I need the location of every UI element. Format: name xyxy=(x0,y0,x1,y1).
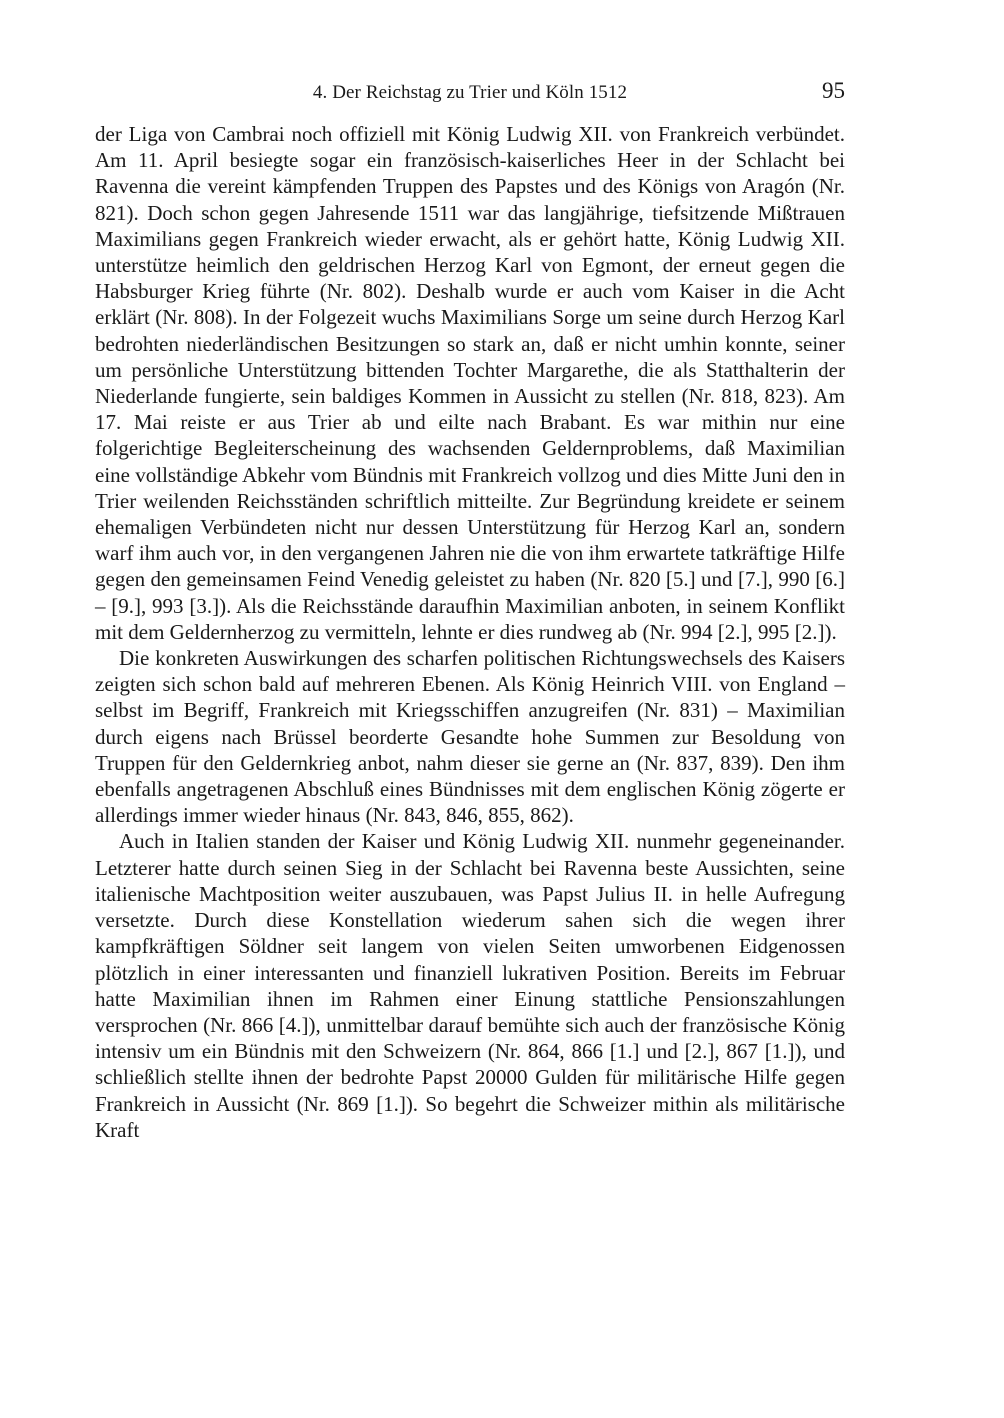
paragraph-1: der Liga von Cambrai noch offiziell mit König Ludwig XII. von Frankreich verbündet. Am 11. April besiegte sogar ein französisch-kaiserliches Heer in der Schlacht bei Ravenna die vereint kämpfenden Truppen des Papstes und des Königs von Aragón (Nr. 821). Doch schon gegen Jahresende 1511 war das langjährige, tiefsitzende Mißtrauen Maximilians gegen Frankreich wieder erwacht, als er gehört hatte, König Ludwig XII. unterstütze heimlich den geldrischen Herzog Karl von Egmont, der erneut gegen die Habsburger Krieg führte (Nr. 802). Deshalb wurde er auch vom Kaiser in die Acht erklärt (Nr. 808). In der Folgezeit wuchs Maximilians Sorge um seine durch Herzog Karl bedrohten niederländischen Besitzungen so stark an, daß er nicht umhin konnte, seiner um persönliche Unterstützung bittenden Tochter Margarethe, die als Statthalterin der Niederlande fungierte, sein baldiges Kommen in Aussicht zu stellen (Nr. 818, 823). Am 17. Mai reiste er aus Trier ab und eilte nach Brabant. Es war mithin nur eine folgerichtige Begleiterscheinung des wachsenden Geldernproblems, daß Maximilian eine vollständige Abkehr vom Bündnis mit Frankreich vollzog und dies Mitte Juni den in Trier weilenden Reichsständen schriftlich mitteilte. Zur Begründung kreidete er seinem ehemaligen Verbündeten nicht nur dessen Unterstützung für Herzog Karl an, sondern warf ihm auch vor, in den vergangenen Jahren nie die von ihm erwartete tatkräftige Hilfe gegen den gemeinsamen Feind Venedig geleistet zu haben (Nr. 820 [5.] und [7.], 990 [6.] – [9.], 993 [3.]). Als die Reichsstände daraufhin Maximilian anboten, in seinem Konflikt mit dem Geldernherzog zu vermitteln, lehnte er dies rundweg ab (Nr. 994 [2.], 995 [2.]). xyxy=(95,122,845,644)
paragraph-2: Die konkreten Auswirkungen des scharfen politischen Richtungswechsels des Kaisers zeigten sich schon bald auf mehreren Ebenen. Als König Heinrich VIII. von England – selbst im Begriff, Frankreich mit Kriegsschiffen anzugreifen (Nr. 831) – Maximilian durch eigens nach Brüssel beorderte Gesandte hohe Summen zur Besoldung von Truppen für den Geldernkrieg anbot, nahm dieser sie gerne an (Nr. 837, 839). Den ihm ebenfalls angetragenen Abschluß eines Bündnisses mit dem englischen König zögerte er allerdings immer wieder hinaus (Nr. 843, 846, 855, 862). xyxy=(95,646,845,828)
paragraph-3: Auch in Italien standen der Kaiser und König Ludwig XII. nunmehr gegeneinander. Letzterer hatte durch seinen Sieg in der Schlacht bei Ravenna beste Aussichten, seine italienische Machtposition weiter auszubauen, was Papst Julius II. in helle Aufregung versetzte. Durch diese Konstellation wiederum sahen sich die wegen ihrer kampfkräftigen Söldner seit langem von vielen Seiten umworbenen Eidgenossen plötzlich in einer interessanten und finanziell lukrativen Position. Bereits im Februar hatte Maximilian ihnen im Rahmen einer Einung stattliche Pensionszahlungen versprochen (Nr. 866 [4.]), unmittelbar darauf bemühte sich auch der französische König intensiv um ein Bündnis mit den Schweizern (Nr. 864, 866 [1.] und [2.], 867 [1.]), und schließlich stellte ihnen der bedrohte Papst 20000 Gulden für militärische Hilfe gegen Frankreich in Aussicht (Nr. 869 [1.]). So begehrt die Schweizer mithin als militärische Kraft xyxy=(95,829,845,1142)
page-number: 95 xyxy=(822,78,845,103)
body-text xyxy=(95,121,845,1143)
running-title: 4. Der Reichstag zu Trier und Köln 1512 xyxy=(312,82,628,103)
running-header xyxy=(95,80,845,106)
